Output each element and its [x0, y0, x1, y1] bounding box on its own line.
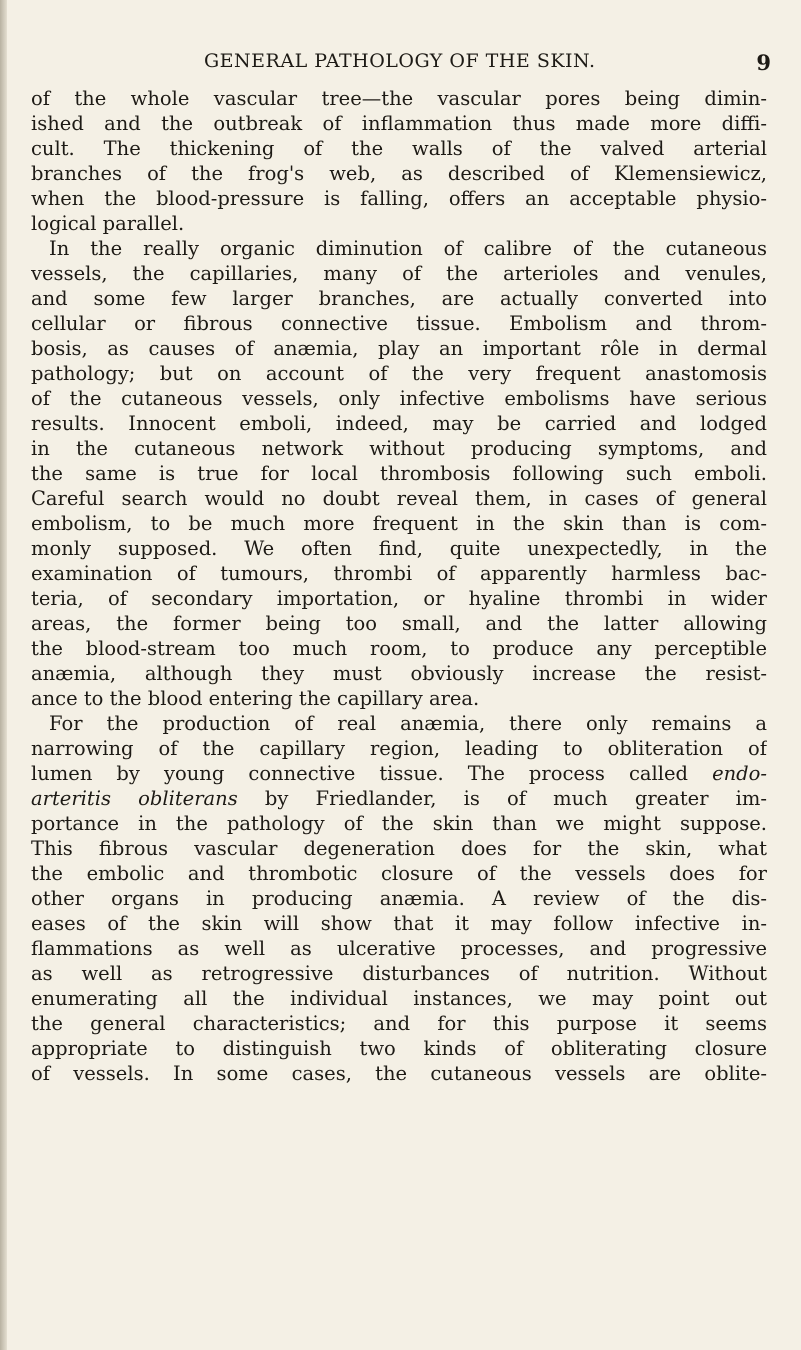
text-line: cellular or fibrous connective tissue. Embolism and throm- [31, 312, 767, 335]
text-line: bosis, as causes of anæmia, play an important rôle in dermal [31, 337, 767, 360]
text-line: eases of the skin will show that it may follow infective in- [31, 912, 767, 935]
text-line: vessels, the capillaries, many of the arterioles and venules, [31, 262, 767, 285]
text-line: of the whole vascular tree—the vascular pores being dimin- [31, 87, 767, 110]
text-line: in the cutaneous network without producing symptoms, and [31, 437, 767, 460]
page-header [0, 50, 801, 80]
text-line: when the blood-pressure is falling, offers an acceptable physio- [31, 187, 767, 210]
body-text [31, 86, 767, 1086]
text-line: narrowing of the capillary region, leading to obliteration of [31, 737, 767, 760]
page-number: 9 [756, 50, 771, 75]
text-line: monly supposed. We often find, quite unexpectedly, in the [31, 537, 767, 560]
text-line: flammations as well as ulcerative processes, and progressive [31, 937, 767, 960]
paragraph-start-line: In the really organic diminution of calibre of the cutaneous [49, 237, 767, 260]
text-line: anæmia, although they must obviously increase the resist- [31, 662, 767, 685]
text-line: pathology; but on account of the very frequent anastomosis [31, 362, 767, 385]
text-line: enumerating all the individual instances, we may point out [31, 987, 767, 1010]
text-line: the embolic and thrombotic closure of the vessels does for [31, 862, 767, 885]
text-line: ance to the blood entering the capillary area. [31, 687, 480, 710]
text-line: results. Innocent emboli, indeed, may be carried and lodged [31, 412, 767, 435]
text-line: portance in the pathology of the skin than we might suppose. [31, 812, 767, 835]
text-line: Careful search would no doubt reveal them, in cases of general [31, 487, 767, 510]
text-line: as well as retrogressive disturbances of nutrition. Without [31, 962, 767, 985]
text-line: This fibrous vascular degeneration does for the skin, what [31, 837, 767, 860]
binding-edge [0, 0, 7, 1350]
text-line: embolism, to be much more frequent in the skin than is com- [31, 512, 767, 535]
text-line: other organs in producing anæmia. A review of the dis- [31, 887, 767, 910]
text-line: appropriate to distinguish two kinds of obliterating closure [31, 1037, 767, 1060]
text-line: areas, the former being too small, and the latter allowing [31, 612, 767, 635]
text-line: ished and the outbreak of inflammation thus made more diffi- [31, 112, 767, 135]
text-line: cult. The thickening of the walls of the valved arterial [31, 137, 767, 160]
text-line: logical parallel. [31, 212, 185, 235]
text-line: of the cutaneous vessels, only infective embolisms have serious [31, 387, 767, 410]
text-line: teria, of secondary importation, or hyaline thrombi in wider [31, 587, 767, 610]
text-line: the blood-stream too much room, to produce any perceptible [31, 637, 767, 660]
line-segment: lumen by young connective tissue. The process called [31, 762, 713, 785]
text-line: examination of tumours, thrombi of apparently harmless bac- [31, 562, 767, 585]
text-line: of vessels. In some cases, the cutaneous vessels are oblite- [31, 1062, 767, 1085]
text-line [31, 786, 767, 811]
text-line: branches of the frog's web, as described of Klemensiewicz, [31, 162, 767, 185]
running-head: GENERAL PATHOLOGY OF THE SKIN. [204, 50, 596, 72]
text-line [31, 761, 767, 786]
text-line: and some few larger branches, are actually converted into [31, 287, 767, 310]
italic-term: arteritis obliterans [31, 787, 238, 810]
line-segment: by Friedlander, is of much greater im- [237, 787, 767, 810]
text-line: the same is true for local thrombosis following such emboli. [31, 462, 767, 485]
paragraph-start-line: For the production of real anæmia, there only remains a [49, 712, 767, 735]
text-line: the general characteristics; and for this purpose it seems [31, 1012, 767, 1035]
italic-term: endo- [712, 762, 767, 785]
